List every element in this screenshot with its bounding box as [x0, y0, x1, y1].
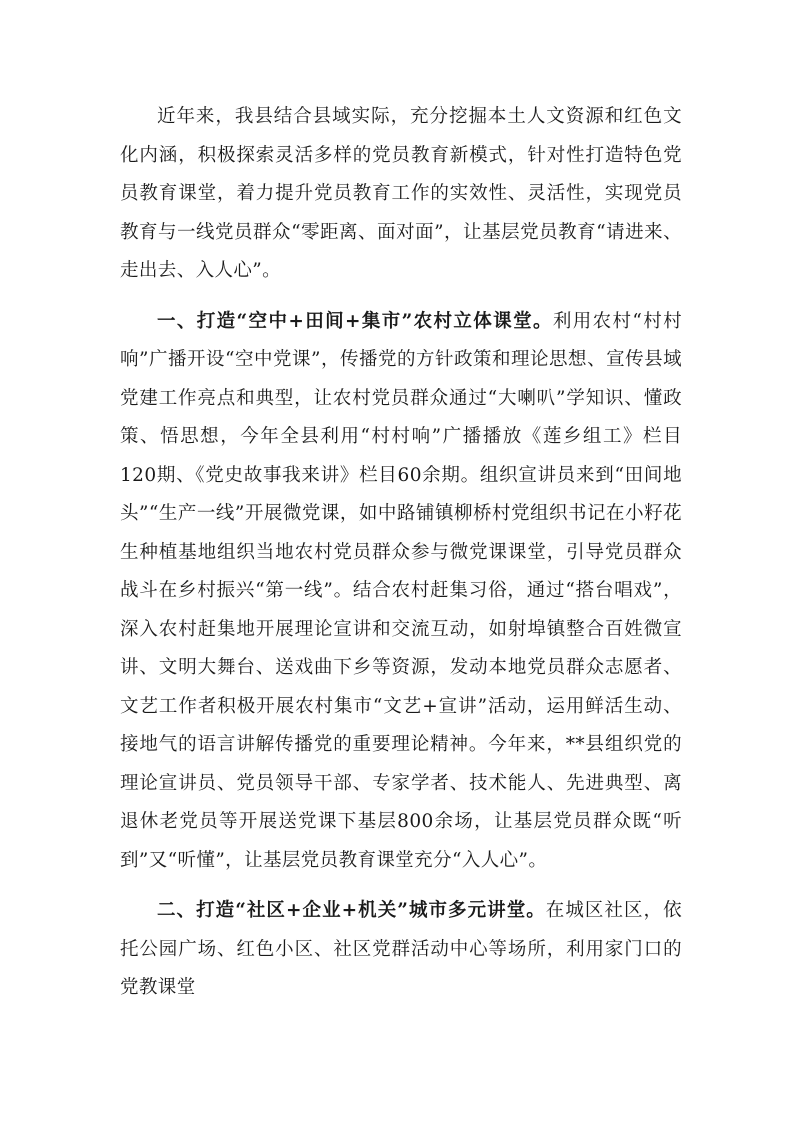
intro-body: 近年来，我县结合县域实际，充分挖掘本土人文资源和红色文化内涵，积极探索灵活多样的党员教育新模式，针对性打造特色党员教育课堂，着力提升党员教育工作的实效性、灵活性，实现党员教育与一线党员群众“零距离、面对面”，让基层党员教育“请进来、走出去、入人心”。 — [120, 106, 682, 281]
section-2-paragraph — [120, 892, 682, 1008]
section-2-body: 在城区社区，依托公园广场、红色小区、社区党群活动中心等场所，利用家门口的党教课堂 — [120, 900, 682, 998]
section-1-body: 利用农村“村村响”广播开设“空中党课”，传播党的方针政策和理论思想、宣传县域党建工作亮点和典型，让农村党员群众通过“大喇叭”学知识、懂政策、悟思想，今年全县利用“村村响”广播播放《莲乡组工》栏目120期、《党史故事我来讲》栏目60余期。组织宣讲员来到“田间地头”“生产一线”开展微党课，如中路铺镇柳桥村党组织书记在小籽花生种植基地组织当地农村党员群众参与微党课课堂，引导党员群众战斗在乡村振兴“第一线”。结合农村赶集习俗，通过“搭台唱戏”，深入农村赶集地开展理论宣讲和交流互动，如射埠镇整合百姓微宣讲、文明大舞台、送戏曲下乡等资源，发动本地党员群众志愿者、文艺工作者积极开展农村集市“文艺+宣讲”活动，运用鲜活生动、接地气的语言讲解传播党的重要理论精神。今年来，**县组织党的理论宣讲员、党员领导干部、专家学者、技术能人、先进典型、离退休老党员等开展送党课下基层800余场，让基层党员群众既“听到”又“听懂”，让基层党员教育课堂充分“入人心”。 — [120, 310, 683, 871]
section-1-heading: 一、打造“空中+田间+集市”农村立体课堂。 — [157, 310, 553, 332]
section-2-heading: 二、打造“社区+企业+机关”城市多元讲堂。 — [157, 900, 546, 921]
section-1-paragraph — [120, 303, 682, 881]
document-page — [120, 98, 682, 1008]
intro-paragraph — [120, 98, 682, 291]
